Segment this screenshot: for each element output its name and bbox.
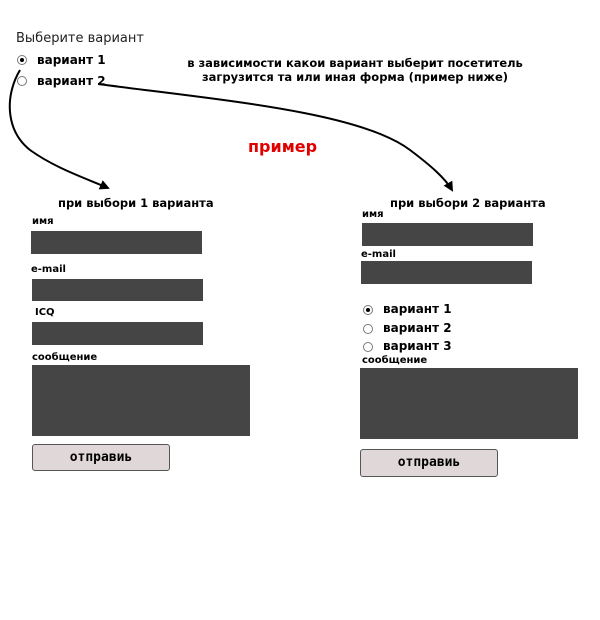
example-label: пример bbox=[248, 137, 318, 156]
form2-radio-variant-3[interactable] bbox=[363, 342, 373, 352]
form2-email-label: e-mail bbox=[361, 249, 396, 260]
form1-message-label: сообщение bbox=[32, 352, 98, 363]
description-line-2: загрузится та или иная форма (пример ниже) bbox=[201, 70, 509, 84]
form2-radio-variant-1-label: вариант 1 bbox=[383, 302, 452, 316]
form2-radio-variant-3-label: вариант 3 bbox=[383, 339, 452, 353]
form2-name-input[interactable] bbox=[362, 223, 533, 246]
form1-email-label: e-mail bbox=[31, 264, 66, 275]
radio-variant-2-label: вариант 2 bbox=[37, 74, 106, 88]
form1-heading: при выбори 1 варианта bbox=[58, 196, 214, 210]
form1-icq-input[interactable] bbox=[32, 322, 203, 345]
form2-name-label: имя bbox=[362, 209, 384, 220]
form2-email-input[interactable] bbox=[361, 261, 532, 284]
form1-icq-label: ICQ bbox=[35, 307, 55, 318]
radio-variant-2[interactable] bbox=[17, 76, 27, 86]
form1-name-input[interactable] bbox=[31, 231, 202, 254]
form2-message-textarea[interactable] bbox=[360, 368, 578, 439]
form1-email-input[interactable] bbox=[32, 279, 203, 301]
selector-title: Выберите вариант bbox=[16, 31, 144, 46]
description bbox=[180, 56, 530, 84]
form1-message-textarea[interactable] bbox=[32, 365, 250, 436]
form2-radio-variant-2[interactable] bbox=[363, 324, 373, 334]
radio-variant-1[interactable] bbox=[17, 55, 27, 65]
description-line-1: в зависимости какои вариант выберит посетитель bbox=[187, 56, 523, 70]
form1-submit-button[interactable]: отправиь bbox=[32, 444, 170, 471]
form2-submit-button[interactable]: отправиь bbox=[360, 449, 498, 477]
form2-radio-variant-2-label: вариант 2 bbox=[383, 321, 452, 335]
radio-variant-1-label: вариант 1 bbox=[37, 53, 106, 67]
form2-message-label: сообщение bbox=[362, 355, 428, 366]
form2-radio-variant-1[interactable] bbox=[363, 305, 373, 315]
form1-name-label: имя bbox=[32, 216, 54, 227]
form2-heading: при выбори 2 варианта bbox=[390, 196, 546, 210]
